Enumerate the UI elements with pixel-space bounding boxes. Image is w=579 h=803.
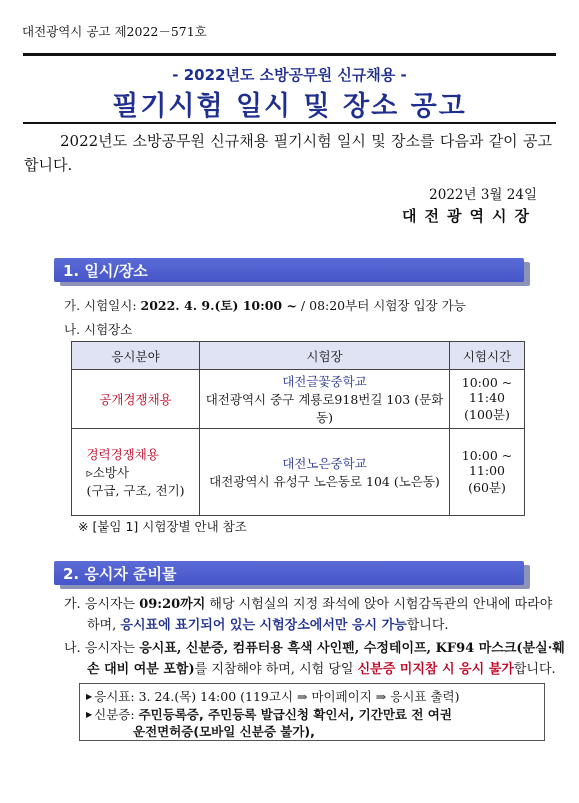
venue-name: 대전노은중학교 — [282, 456, 367, 471]
field-sub-specialty: (구급, 구조, 전기) — [86, 483, 185, 498]
issuer-name: 대전광역시장 — [402, 207, 537, 225]
exam-time: 10:00 ~ 11:00 — [461, 448, 513, 478]
supplies-list: 응시표, 신분증, 컴퓨터용 흑색 사인펜, 수정테이프, KF94 마스크(분실·훼손 대비 여분 포함) — [87, 641, 565, 677]
id-card-label: 신분증: — [94, 707, 139, 722]
table-row — [72, 370, 525, 429]
exam-duration: (60분) — [468, 480, 506, 495]
section-heading-supplies — [54, 561, 524, 585]
table-header-row — [72, 342, 525, 370]
field-name: 공개경쟁채용 — [99, 392, 172, 407]
field-cell — [72, 370, 200, 429]
venue-table — [71, 341, 525, 516]
arrival-text-1: 가. 응시자는 — [64, 597, 140, 612]
arrival-deadline: 09:20까지 — [139, 597, 206, 612]
notice-number: 대전광역시 공고 제2022－571호 — [22, 24, 207, 39]
venue-address: 대전광역시 유성구 노은동로 104 (노은동) — [209, 474, 440, 489]
section-heading-bar — [54, 258, 524, 282]
exam-date-prefix: 가. 시험일시: — [64, 298, 141, 313]
exam-time: 10:00 ~ 11:40 — [461, 375, 513, 405]
admission-ticket-text: 응시표: 3. 24.(목) 14:00 (119고시 ⇒ 마이페이지 ⇒ 응시표 출력) — [94, 689, 460, 704]
triangle-bullet-icon: ▶ — [86, 710, 93, 719]
time-cell — [450, 370, 525, 429]
id-card-types: 주민등록증, 주민등록 발급신청 확인서, 기간만료 전 여권 — [138, 707, 452, 722]
table-header-field: 응시분야 — [72, 342, 200, 370]
exam-date-suffix: / 08:20부터 시험장 입장 가능 — [296, 298, 466, 313]
exam-date-value: 2022. 4. 9.(토) 10:00 ~ — [140, 298, 297, 313]
id-required-warning: 신분증 미지참 시 응시 불가 — [357, 662, 514, 677]
supplies-detail-box — [79, 683, 545, 741]
venue-name: 대전글꽃중학교 — [282, 374, 367, 389]
triangle-bullet-icon: ▶ — [86, 692, 93, 701]
supplies-text-3: 합니다. — [513, 662, 556, 677]
arrival-instruction — [64, 594, 567, 636]
id-card-line — [86, 705, 452, 723]
intro-paragraph: 2022년도 소방공무원 신규채용 필기시험 일시 및 장소를 다음과 같이 공고합니다. — [24, 132, 552, 174]
table-header-venue: 시험장 — [200, 342, 450, 370]
time-cell — [450, 429, 525, 516]
document-title: 필기시험 일시 및 장소 공고 — [112, 91, 467, 122]
table-row — [72, 429, 525, 516]
notice-date: 2022년 3월 24일 — [429, 187, 537, 203]
admission-ticket-line — [86, 687, 459, 705]
field-name: 경력경쟁채용 — [86, 447, 159, 462]
venue-label: 나. 시험장소 — [64, 322, 133, 337]
exam-duration: (100분) — [464, 407, 510, 422]
section-heading-label: 1. 일시/장소 — [63, 262, 148, 280]
section-heading-schedule — [54, 258, 524, 282]
table-header-time: 시험시간 — [450, 342, 525, 370]
venue-cell — [200, 429, 450, 516]
exam-date-line — [64, 296, 466, 314]
section-heading-label: 2. 응시자 준비물 — [63, 565, 177, 583]
venue-address: 대전광역시 중구 계룡로918번길 103 (문화동) — [205, 392, 444, 425]
arrival-venue-emphasis: 응시표에 표기되어 있는 시험장소에서만 응시 가능 — [120, 618, 407, 633]
supplies-text-1: 나. 응시자는 — [64, 641, 140, 656]
section-heading-bar — [54, 561, 524, 585]
field-cell — [72, 429, 200, 516]
supplies-instruction — [64, 638, 567, 680]
title-rule — [23, 122, 556, 124]
field-sub-rank: ▹소방사 — [86, 465, 129, 480]
supplies-text-2: 를 지참해야 하며, 시험 당일 — [194, 662, 358, 677]
document-subtitle: - 2022년도 소방공무원 신규채용 - — [172, 66, 407, 84]
arrival-text-3: 합니다. — [406, 618, 449, 633]
venue-cell — [200, 370, 450, 429]
top-rule — [23, 53, 556, 56]
attachment-note: ※ [붙임 1] 시험장별 안내 참조 — [78, 519, 247, 534]
arrival-text-2: 해당 시험실의 지정 좌석에 앉아 시험감독관의 안내에 따라야 하며, — [87, 597, 553, 633]
id-card-types-continued: 운전면허증(모바일 신분증 불가), — [133, 724, 315, 739]
